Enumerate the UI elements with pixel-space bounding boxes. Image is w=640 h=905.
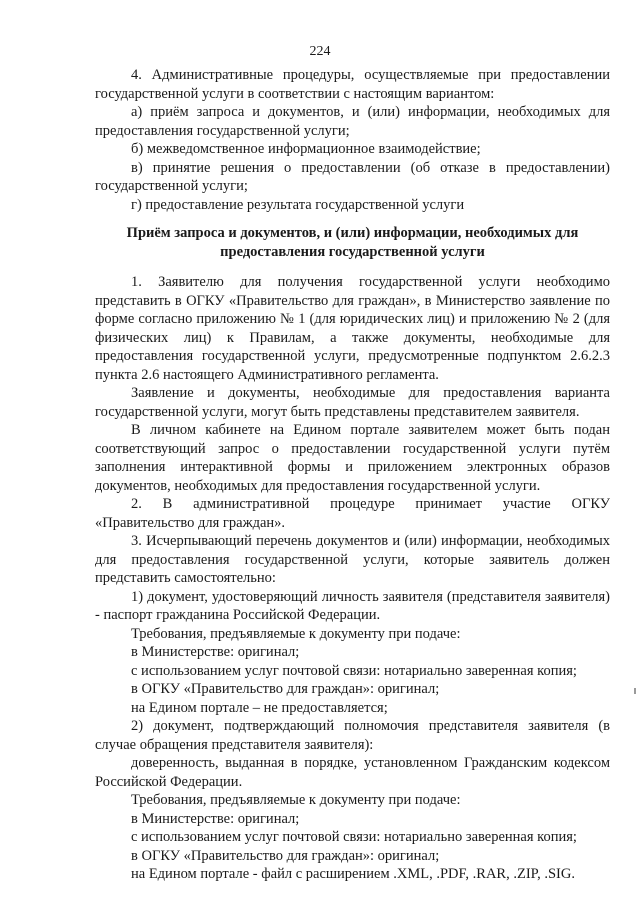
document-2-detail: доверенность, выданная в порядке, установленном Гражданским кодексом Российской Федерации. — [95, 755, 610, 790]
paragraph-5: 3. Исчерпывающий перечень документов и (или) информации, необходимых для предоставления государственной услуги, которые заявитель должен представить самостоятельно: — [95, 533, 610, 586]
requirements-2-line: в Министерстве: оригинал; — [131, 810, 300, 827]
requirements-1-line: на Едином портале – не предоставляется; — [131, 699, 388, 716]
requirements-1-line: в ОГКУ «Правительство для граждан»: оригинал; — [131, 681, 440, 697]
paragraph-2: Заявление и документы, необходимые для предоставления варианта государственной услуги, могут быть представлены представителем заявителя. — [95, 385, 610, 420]
requirements-2-line: на Едином портале - файл с расширением .XML, .PDF, .RAR, .ZIP, .SIG. — [131, 866, 575, 882]
section-4-item-d: г) предоставление результата государственной услуги — [131, 196, 465, 213]
margin-mark — [634, 688, 636, 694]
paragraph-3: В личном кабинете на Едином портале заявителем может быть подан соответствующий запрос о предоставлении государственной услуги путём заполнения интерактивной формы и приложением электронных образов документов, необходимых для предоставления государственной услуги. — [95, 422, 610, 494]
section-4-item-b: б) межведомственное информационное взаимодействие; — [131, 141, 481, 157]
paragraph-1: 1. Заявителю для получения государственной услуги необходимо представить в ОГКУ «Правительство для граждан», в Министерство заявление по форме согласно приложению № 1 (для юридических лиц) и приложению № 2 (для физических лиц) к Правилам, а также документы, необходимые для предоставления государственной услуги, предусмотренные подпунктом 2.6.2.3 пункта 2.6 настоящего Административного регламента. — [95, 274, 610, 383]
document-2: 2) документ, подтверждающий полномочия представителя заявителя (в случае обращения представителя заявителя): — [95, 718, 610, 753]
section-4-item-c: в) принятие решения о предоставлении (об отказе в предоставлении) государственной услуги; — [95, 159, 610, 194]
section-4-intro: 4. Административные процедуры, осуществляемые при предоставлении государственной услуги в соответствии с настоящим вариантом: — [95, 67, 610, 102]
section-heading: Приём запроса и документов, и (или) информации, необходимых для предоставления государственной услуги — [126, 225, 579, 260]
section-4 — [95, 66, 610, 214]
requirements-1-line: в Министерстве: оригинал; — [131, 644, 300, 660]
requirements-1-line: с использованием услуг почтовой связи: нотариально заверенная копия; — [131, 662, 577, 679]
requirements-1-title: Требования, предъявляемые к документу при подаче: — [131, 625, 461, 642]
main-body — [95, 273, 610, 884]
requirements-2-title: Требования, предъявляемые к документу при подаче: — [131, 792, 461, 808]
requirements-2-line: с использованием услуг почтовой связи: нотариально заверенная копия; — [131, 829, 577, 845]
paragraph-4: 2. В административной процедуре принимает участие ОГКУ «Правительство для граждан». — [95, 496, 610, 531]
page-number: 224 — [309, 44, 331, 59]
section-4-item-a: а) приём запроса и документов, и (или) информации, необходимых для предоставления государственной услуги; — [95, 104, 610, 139]
document-1: 1) документ, удостоверяющий личность заявителя (представителя заявителя) - паспорт гражданина Российской Федерации. — [95, 588, 610, 623]
requirements-2-line: в ОГКУ «Правительство для граждан»: оригинал; — [131, 847, 440, 864]
